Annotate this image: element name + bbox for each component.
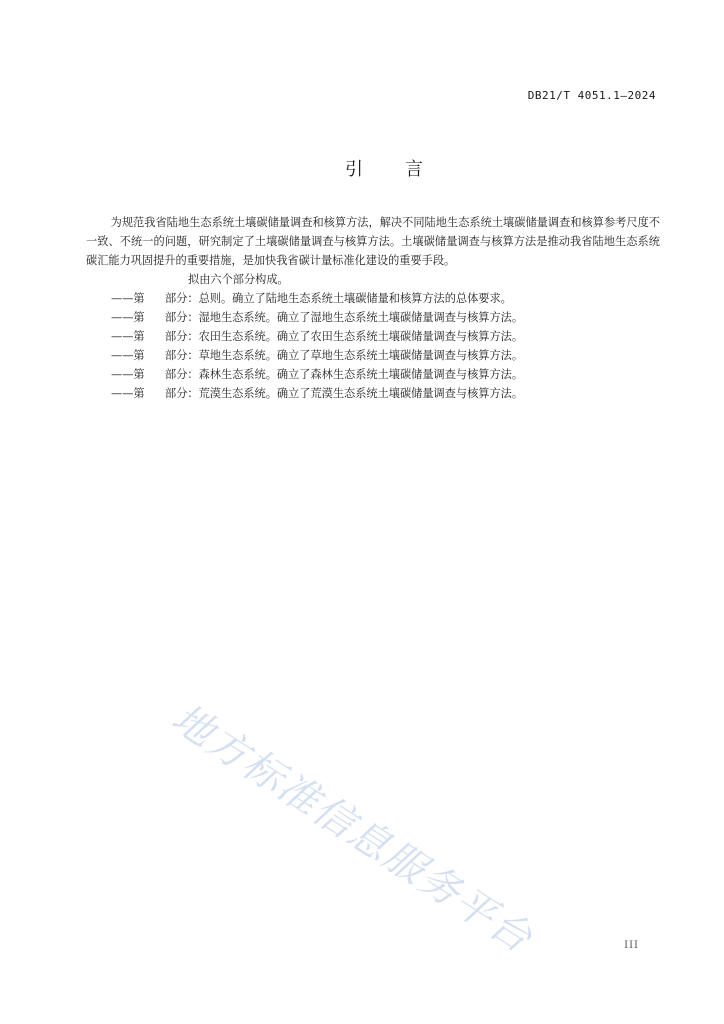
structure-line: 拟由六个部分构成。: [188, 273, 289, 286]
list-item-label: 部分：总则。确立了陆地生态系统土壤碳储量和核算方法的总体要求。: [165, 292, 512, 305]
title-char-2: 言: [405, 159, 423, 180]
list-item-label: 部分：草地生态系统。确立了草地生态系统土壤碳储量调查与核算方法。: [165, 349, 524, 362]
intro-paragraph: 为规范我省陆地生态系统土壤碳储量调查和核算方法，解决不同陆地生态系统土壤碳储量调查和核算参考尺度不一致、不统一的问题，研究制定了土壤碳储量调查与核算方法。土壤碳储量调查与核算方法是推动我省陆地生态系统碳汇能力巩固提升的重要措施，是加快我省碳计量标准化建设的重要手段。: [86, 216, 660, 267]
list-item: [86, 289, 660, 308]
list-item-prefix: ——第: [111, 349, 145, 362]
standard-code: DB21/T 4051.1—2024: [527, 89, 656, 102]
list-item-prefix: ——第: [111, 292, 145, 305]
title-char-1: 引: [345, 159, 363, 180]
list-item-label: 部分：湿地生态系统。确立了湿地生态系统土壤碳储量调查与核算方法。: [165, 311, 524, 324]
watermark: 地方标准信息服务平台: [163, 695, 541, 963]
list-item: [86, 365, 660, 384]
page-number: III: [624, 940, 639, 951]
body-text: [86, 213, 660, 403]
list-item-prefix: ——第: [111, 387, 145, 400]
list-item-label: 部分：森林生态系统。确立了森林生态系统土壤碳储量调查与核算方法。: [165, 368, 524, 381]
page-title: [0, 155, 724, 181]
list-item: [86, 327, 660, 346]
list-item: [86, 384, 660, 403]
list-item-label: 部分：农田生态系统。确立了农田生态系统土壤碳储量调查与核算方法。: [165, 330, 524, 343]
parts-list: [86, 289, 660, 403]
list-item-prefix: ——第: [111, 311, 145, 324]
list-item-prefix: ——第: [111, 330, 145, 343]
list-item-label: 部分：荒漠生态系统。确立了荒漠生态系统土壤碳储量调查与核算方法。: [165, 387, 524, 400]
list-item-prefix: ——第: [111, 368, 145, 381]
list-item: [86, 308, 660, 327]
list-item: [86, 346, 660, 365]
